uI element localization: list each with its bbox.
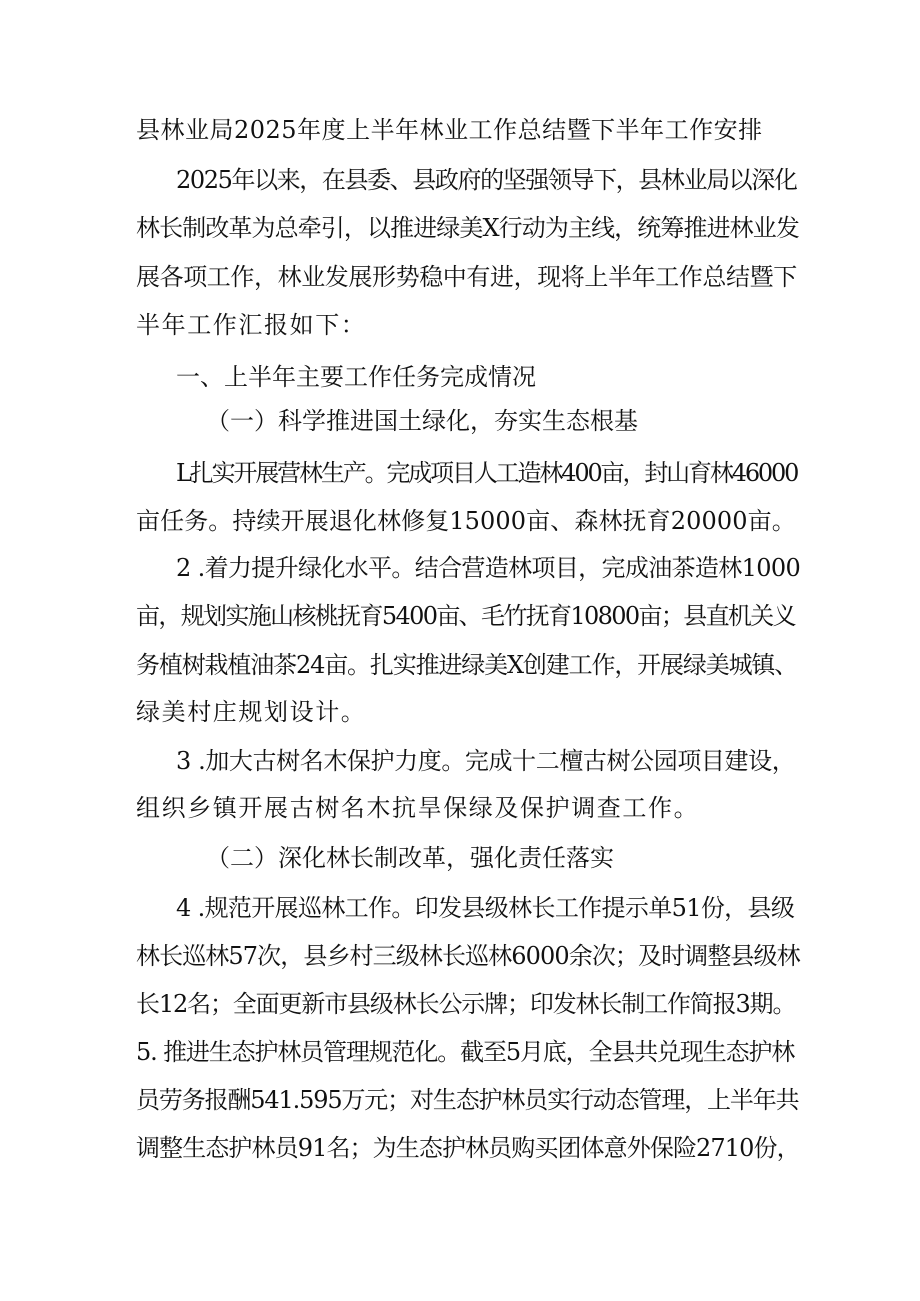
paragraph-line: 林长巡林57次，县乡村三级林长巡林6000余次；及时调整县级林 xyxy=(136,942,800,970)
paragraph-line: 展各项工作，林业发展形势稳中有进，现将上半年工作总结暨下 xyxy=(136,263,797,291)
paragraph-line: 亩，规划实施山核桃抚育5400亩、毛竹抚育10800亩；县直机关义 xyxy=(136,602,795,630)
paragraph-line: 务植树栽植油茶24亩。扎实推进绿美X创建工作，开展绿美城镇、 xyxy=(136,651,798,679)
paragraph-line: 绿美村庄规划设计。 xyxy=(136,698,367,726)
paragraph-line: 5. 推进生态护林员管理规范化。截至5月底，全县共兑现生态护林 xyxy=(136,1038,795,1066)
paragraph-line: 林长制改革为总牵引，以推进绿美X行动为主线，统筹推进林业发 xyxy=(136,214,799,242)
subsection-heading: （一）科学推进国土绿化，夯实生态根基 xyxy=(206,407,638,435)
paragraph-line: 员劳务报酬541.595万元；对生态护林员实行动态管理，上半年共 xyxy=(136,1086,799,1114)
paragraph-line: 2025年以来，在县委、县政府的坚强领导下，县林业局以深化 xyxy=(176,166,797,194)
section-heading: 一、上半年主要工作任务完成情况 xyxy=(176,363,536,391)
paragraph-line: 3 .加大古树名木保护力度。完成十二檀古树公园项目建设， xyxy=(176,747,796,775)
paragraph-line: 2 .着力提升绿化水平。结合营造林项目，完成油茶造林1000 xyxy=(176,554,801,582)
paragraph-line: 长12名；全面更新市县级林长公示牌；印发林长制工作简报3期。 xyxy=(136,990,796,1018)
subsection-heading: （二）深化林长制改革，强化责任落实 xyxy=(206,844,614,872)
paragraph-line: 调整生态护林员91名；为生态护林员购买团体意外保险2710份， xyxy=(136,1134,800,1162)
paragraph-line: 组织乡镇开展古树名木抗旱保绿及保护调查工作。 xyxy=(136,794,700,822)
paragraph-line: 半年工作汇报如下： xyxy=(136,311,367,339)
paragraph-line: L扎实开展营林生产。完成项目人工造林400亩，封山育林46000 xyxy=(176,459,798,487)
document-title: 县林业局2025年度上半年林业工作总结暨下半年工作安排 xyxy=(136,116,763,144)
paragraph-line: 4 .规范开展巡林工作。印发县级林长工作提示单51份，县级 xyxy=(176,894,795,922)
paragraph-line: 亩任务。持续开展退化林修复15000亩、森林抚育20000亩。 xyxy=(136,507,796,535)
